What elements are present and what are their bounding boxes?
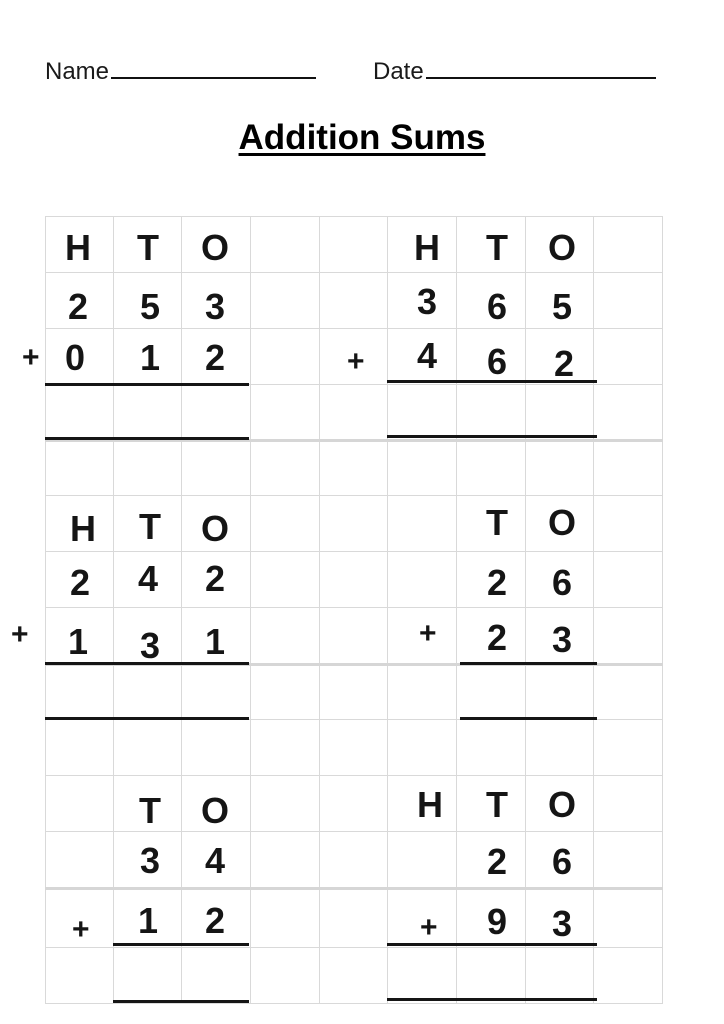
addend-bottom-digit: 3 (551, 619, 573, 660)
grid-hline (45, 607, 663, 608)
grid-hline (45, 495, 663, 496)
addend-bottom-digit: 9 (486, 901, 508, 942)
grid-vline (113, 216, 114, 1004)
grid-vline (45, 216, 46, 1004)
grid-vline (181, 216, 182, 1004)
addend-bottom-digit: 2 (204, 900, 226, 941)
grid-hline (45, 551, 663, 552)
grid-hline (45, 887, 663, 890)
addend-top-digit: 6 (551, 841, 573, 882)
addend-bottom-digit: 1 (139, 337, 161, 378)
addend-bottom-digit: 3 (139, 625, 161, 666)
grid-hline (45, 272, 663, 273)
place-header-ones: O (200, 790, 229, 831)
addend-bottom-digit: 2 (486, 617, 508, 658)
plus-sign: + (22, 341, 40, 374)
place-header-ones: O (200, 508, 229, 549)
date-label: Date (373, 58, 424, 85)
grid-hline (45, 775, 663, 776)
answer-rule[interactable] (45, 717, 249, 720)
date-blank-line[interactable] (426, 76, 656, 79)
grid-vline (387, 216, 388, 1004)
grid-vline (319, 216, 320, 1004)
addend-bottom-digit: 6 (486, 341, 508, 382)
answer-rule[interactable] (387, 998, 597, 1001)
addend-top-digit: 4 (204, 840, 226, 881)
addend-top-digit: 4 (137, 558, 159, 599)
name-label: Name (45, 58, 110, 85)
name-blank-line[interactable] (111, 76, 316, 79)
sum-rule (387, 380, 597, 383)
addend-bottom-digit: 1 (67, 621, 89, 662)
grid-vline (525, 216, 526, 1004)
plus-sign: + (419, 617, 437, 650)
addend-bottom-digit: 1 (204, 621, 226, 662)
sum-rule (460, 662, 597, 665)
addend-bottom-digit: 1 (137, 900, 159, 941)
addend-top-digit: 6 (551, 562, 573, 603)
place-header-tens: T (139, 506, 161, 547)
grid-vline (662, 216, 663, 1004)
place-header-ones: O (547, 784, 576, 825)
answer-rule[interactable] (460, 717, 597, 720)
sum-rule (45, 662, 249, 665)
answer-rule[interactable] (113, 1000, 249, 1003)
addend-top-digit: 2 (69, 562, 91, 603)
sum-rule (113, 943, 249, 946)
addend-bottom-digit: 4 (416, 335, 438, 376)
grid-hline (45, 328, 663, 329)
name-field[interactable] (45, 58, 316, 86)
addend-top-digit: 2 (67, 286, 89, 327)
page-title-text: Addition Sums (238, 118, 486, 157)
place-header-tens: T (139, 790, 161, 831)
answer-rule[interactable] (45, 437, 249, 440)
place-header-ones: O (547, 227, 576, 268)
place-header-tens: T (137, 227, 159, 268)
sum-rule (387, 943, 597, 946)
sum-rule (45, 383, 249, 386)
grid-vline (250, 216, 251, 1004)
addend-top-digit: 5 (551, 286, 573, 327)
place-header-ones: O (547, 502, 576, 543)
date-field[interactable] (373, 58, 656, 86)
addend-top-digit: 3 (139, 840, 161, 881)
place-header-hundreds: H (414, 227, 440, 268)
grid-hline (45, 1003, 663, 1004)
addend-bottom-digit: 0 (64, 337, 86, 378)
place-header-hundreds: H (417, 784, 443, 825)
plus-sign: + (72, 913, 90, 946)
addend-top-digit: 6 (486, 286, 508, 327)
place-header-hundreds: H (70, 508, 96, 549)
addend-bottom-digit: 3 (551, 903, 573, 944)
answer-rule[interactable] (387, 435, 597, 438)
place-header-tens: T (486, 227, 508, 268)
place-header-tens: T (486, 784, 508, 825)
addend-top-digit: 2 (486, 562, 508, 603)
addend-top-digit: 2 (486, 841, 508, 882)
place-header-hundreds: H (65, 227, 91, 268)
addend-bottom-digit: 2 (553, 343, 575, 384)
addend-top-digit: 3 (416, 281, 438, 322)
addend-bottom-digit: 2 (204, 337, 226, 378)
grid-vline (456, 216, 457, 1004)
place-header-ones: O (200, 227, 229, 268)
grid-hline (45, 831, 663, 832)
addend-top-digit: 5 (139, 286, 161, 327)
addend-top-digit: 2 (204, 558, 226, 599)
grid-hline (45, 216, 663, 217)
page-title (0, 118, 724, 158)
plus-sign: + (347, 345, 365, 378)
plus-sign: + (420, 911, 438, 944)
plus-sign: + (11, 618, 29, 651)
addend-top-digit: 3 (204, 286, 226, 327)
grid-vline (593, 216, 594, 1004)
place-header-tens: T (486, 502, 508, 543)
worksheet-grid (11, 216, 663, 1004)
grid-hline (45, 947, 663, 948)
